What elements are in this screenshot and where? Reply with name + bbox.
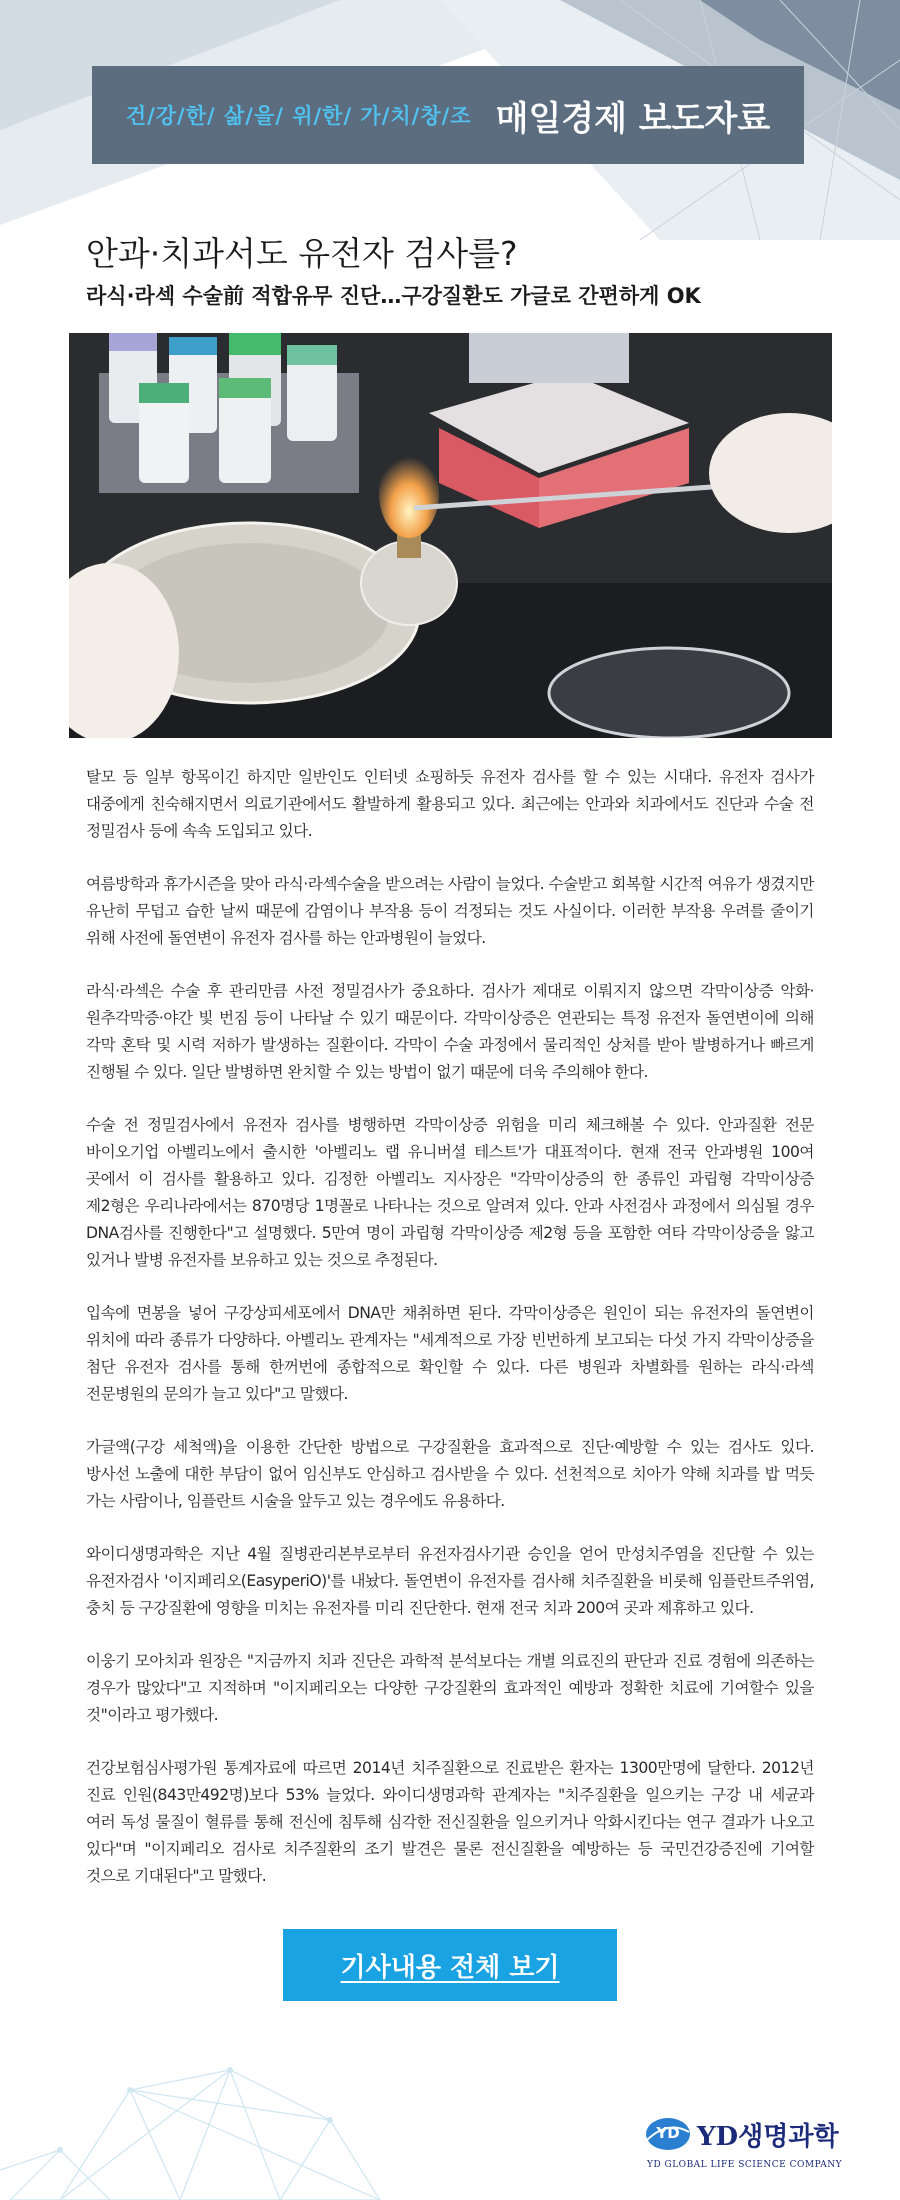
logo-text: YD생명과학: [697, 2122, 839, 2152]
lab-photo: [69, 333, 832, 738]
article-body: [86, 764, 814, 1916]
lab-photo-image: [69, 333, 832, 738]
article-paragraph-1: 탈모 등 일부 항목이긴 하지만 일반인도 인터넷 쇼핑하듯 유전자 검사를 할 수 있는 시대다. 유전자 검사가 대중에게 친숙해지면서 의료기관에서도 활발하게 활용되고 있다. 최근에는 안과와 치과에서도 진단과 수술 전 정밀검사 등에 속속 도입되고 있다.: [86, 768, 814, 840]
article-paragraph-2: 여름방학과 휴가시즌을 맞아 라식·라섹수술을 받으려는 사람이 늘었다. 수술받고 회복할 시간적 여유가 생겼지만 유난히 무덥고 습한 날씨 때문에 감염이나 부작용 등이 걱정되는 것도 사실이다. 이러한 부작용 우려를 줄이기 위해 사전에 돌연변이 유전자 검사를 하는 안과병원이 늘었다.: [86, 875, 814, 947]
press-release-title: 매일경제 보도자료: [495, 98, 771, 139]
article-paragraph-7: 와이디생명과학은 지난 4월 질병관리본부로부터 유전자검사기관 승인을 얻어 만성치주염을 진단할 수 있는 유전자검사 '이지페리오(EasyperiO)'를 내놨다. 돌연변이 유전자를 검사해 치주질환을 비롯해 임플란트주위염, 충치 등 구강질환에 영향을 미치는 유전자를 미리 진단한다. 현재 전국 치과 200여 곳과 제휴하고 있다.: [86, 1545, 814, 1617]
logo-subtitle: YD GLOBAL LIFE SCIENCE COMPANY: [647, 2160, 843, 2170]
article-paragraph-3: 라식·라섹은 수술 후 관리만큼 사전 정밀검사가 중요하다. 검사가 제대로 이뤄지지 않으면 각막이상증 악화·원추각막증·야간 빛 번짐 등이 나타날 수 있기 때문이다. 각막이상증은 연관되는 특정 유전자 돌연변이에 의해 각막 혼탁 및 시력 저하가 발생하는 질환이다. 각막이 수술 과정에서 물리적인 상처를 받아 발병하거나 빠르게 진행될 수 있다. 일단 발병하면 완치할 수 있는 방법이 없기 때문에 더욱 주의해야 한다.: [86, 982, 814, 1081]
press-banner: [92, 66, 804, 164]
article-paragraph-4: 수술 전 정밀검사에서 유전자 검사를 병행하면 각막이상증 위험을 미리 체크해볼 수 있다. 안과질환 전문 바이오기업 아벨리노에서 출시한 '아벨리노 랩 유니버셜 테스트'가 대표적이다. 현재 전국 안과병원 100여 곳에서 이 검사를 활용하고 있다. 김정한 아벨리노 지사장은 "각막이상증의 한 종류인 과립형 각막이상증 제2형은 우리나라에서는 870명당 1명꼴로 나타나는 것으로 알려져 있다. 안과 사전검사 과정에서 의심될 경우 DNA검사를 진행한다"고 설명했다. 5만여 명이 과립형 각막이상증 제2형 등을 포함한 여타 각막이상증을 앓고 있거나 발병 유전자를 보유하고 있는 것으로 추정된다.: [86, 1116, 814, 1269]
article-paragraph-8: 이웅기 모아치과 원장은 "지금까지 치과 진단은 과학적 분석보다는 개별 의료진의 판단과 진료 경험에 의존하는 경우가 많았다"고 지적하며 "이지페리오는 다양한 구강질환의 효과적인 예방과 정확한 치료에 기여할수 있을 것"이라고 평가했다.: [86, 1652, 814, 1724]
yd-logo-mark-icon: [645, 2110, 691, 2152]
article-subheadline: 라식·라섹 수술前 적합유무 진단…구강질환도 가글로 간편하게 OK: [86, 284, 701, 308]
article-headline: 안과·치과서도 유전자 검사를?: [86, 234, 518, 273]
article-paragraph-9: 건강보험심사평가원 통계자료에 따르면 2014년 치주질환으로 진료받은 환자는 1300만명에 달한다. 2012년 진료 인원(843만492명)보다 53% 늘었다. 와이디생명과학 관계자는 "치주질환을 일으키는 구강 내 세균과 여러 독성 물질이 혈류를 통해 전신에 침투해 심각한 전신질환을 일으키거나 악화시킨다는 연구 결과가 나오고 있다"며 "이지페리오 검사로 치주질환의 조기 발견은 물론 전신질환을 예방하는 등 국민건강증진에 기여할 것으로 기대된다"고 말했다.: [86, 1759, 814, 1885]
read-full-article-button[interactable]: 기사내용 전체 보기: [283, 1929, 617, 2001]
footer-network-decoration: [0, 2030, 420, 2200]
logo-mark-text: YD: [656, 2124, 680, 2142]
yd-life-science-logo: [645, 2110, 845, 2180]
article-paragraph-6: 가글액(구강 세척액)을 이용한 간단한 방법으로 구강질환을 효과적으로 진단·예방할 수 있는 검사도 있다. 방사선 노출에 대한 부담이 없어 임신부도 안심하고 검사받을 수 있다. 선천적으로 치아가 약해 치과를 밥 먹듯 가는 사람이나, 임플란트 시술을 앞두고 있는 경우에도 유용하다.: [86, 1438, 814, 1510]
slogan: 건/강/한/ 삶/을/ 위/한/ 가/치/창/조: [125, 104, 472, 128]
article-paragraph-5: 입속에 면봉을 넣어 구강상피세포에서 DNA만 채취하면 된다. 각막이상증은 원인이 되는 유전자의 돌연변이 위치에 따라 종류가 다양하다. 아벨리노 관계자는 "세계적으로 가장 빈번하게 보고되는 다섯 가지 각막이상증을 첨단 유전자 검사를 통해 한꺼번에 종합적으로 확인할 수 있다. 다른 병원과 차별화를 원하는 라식·라섹 전문병원의 문의가 늘고 있다"고 말했다.: [86, 1304, 814, 1403]
